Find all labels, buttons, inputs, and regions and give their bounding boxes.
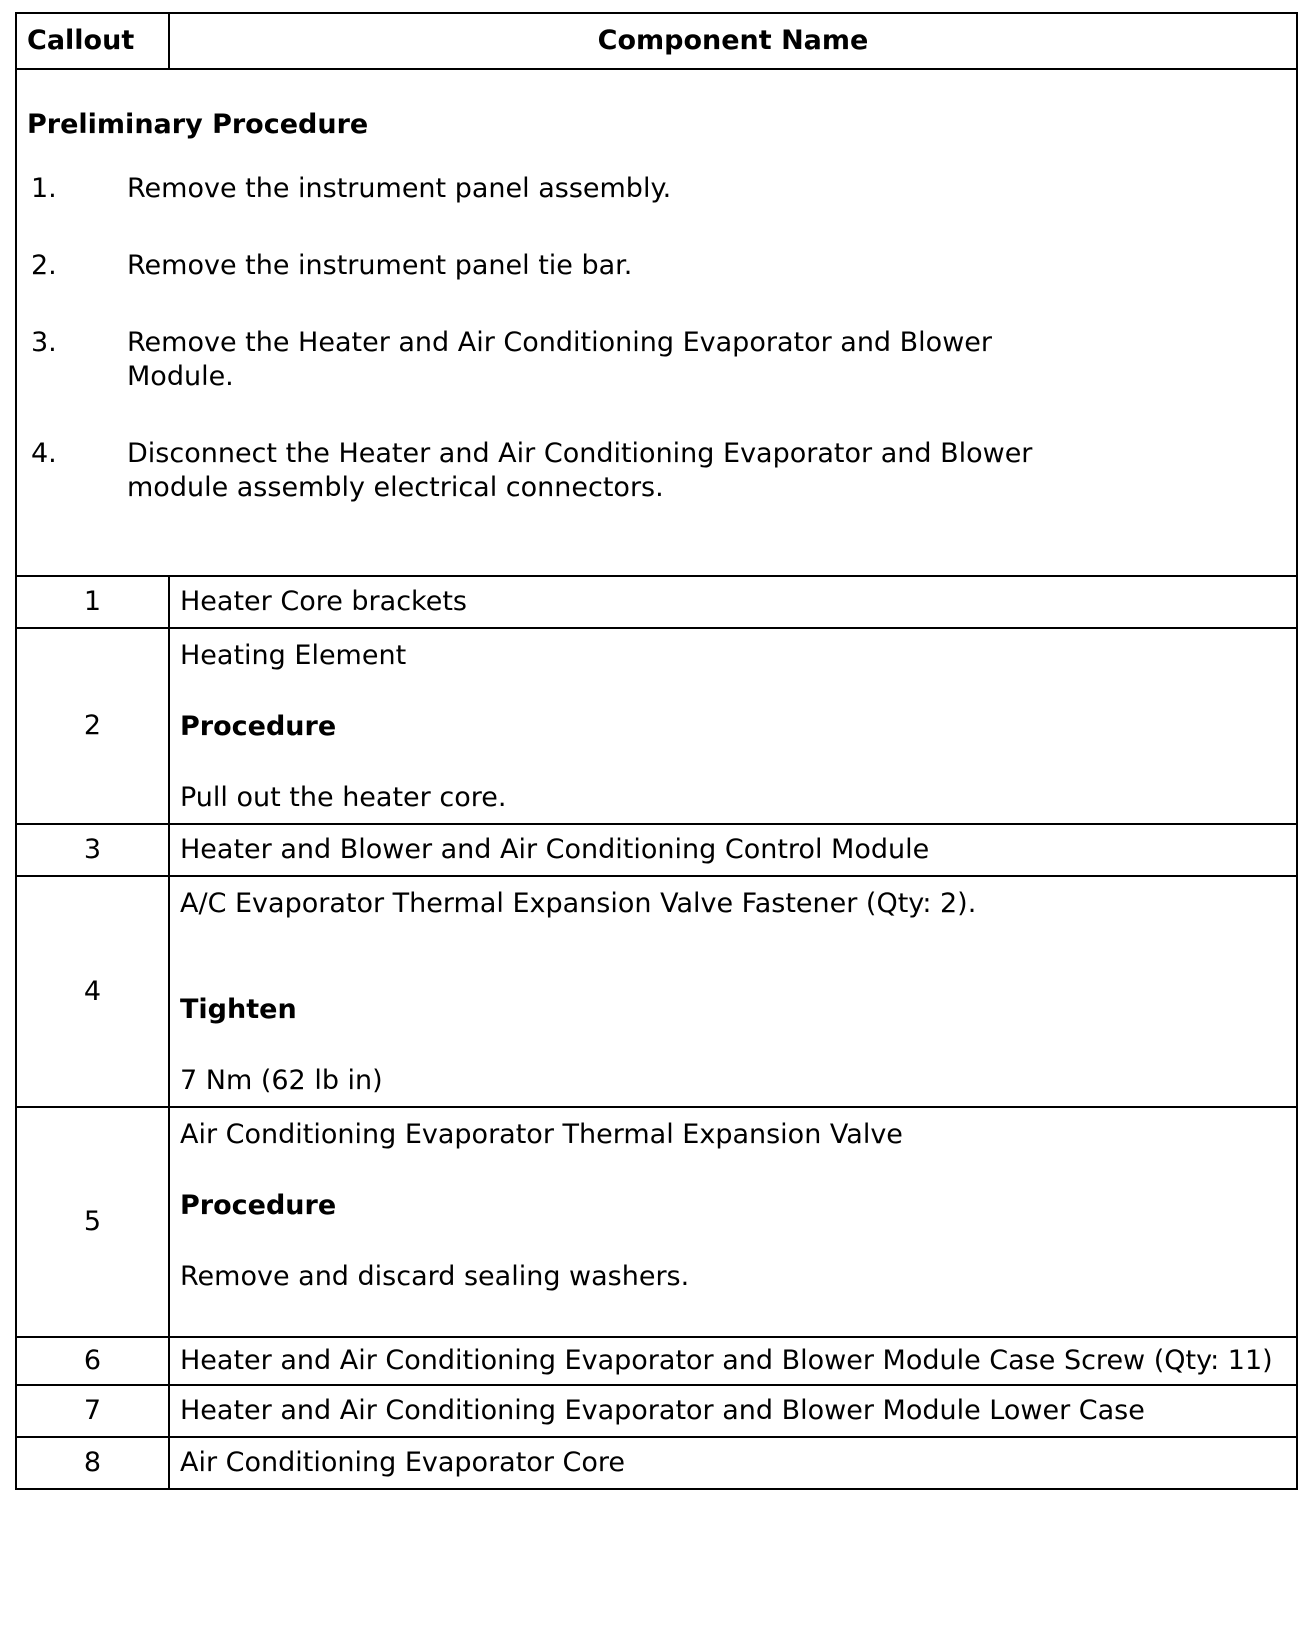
- procedure-text: Remove and discard sealing washers.: [180, 1261, 690, 1292]
- preliminary-procedure-title: Preliminary Procedure: [27, 109, 369, 140]
- table-row: [16, 1107, 1297, 1337]
- callout-column-header: Callout: [16, 13, 169, 69]
- step-text: Remove the instrument panel assembly.: [127, 173, 672, 204]
- table-row: [16, 628, 1297, 824]
- procedure-text: Pull out the heater core.: [180, 782, 507, 813]
- procedure-step: [27, 437, 1286, 505]
- component-cell: [169, 1107, 1297, 1337]
- table-row: [16, 1385, 1297, 1437]
- component-name-column-header: Component Name: [169, 13, 1297, 69]
- component-name: Heater and Air Conditioning Evaporator and Blower Module Lower Case: [169, 1385, 1297, 1437]
- procedure-step: [27, 326, 1286, 394]
- callout-table: [15, 12, 1298, 1490]
- callout-number: 1: [16, 576, 169, 628]
- preliminary-procedure-row: [16, 69, 1297, 576]
- component-cell: [169, 628, 1297, 824]
- step-text: Remove the Heater and Air Conditioning Evaporator and Blower Module.: [127, 327, 992, 392]
- procedure-step: [27, 249, 1286, 283]
- procedure-heading: Procedure: [180, 1190, 337, 1221]
- step-number: 4.: [31, 438, 57, 469]
- table-header-row: [16, 13, 1297, 69]
- step-text: Disconnect the Heater and Air Conditioning Evaporator and Blower module assembly electrical connectors.: [127, 438, 1033, 503]
- table-row: [16, 576, 1297, 628]
- component-name: Heater and Air Conditioning Evaporator and Blower Module Case Screw (Qty: 11): [169, 1337, 1297, 1385]
- callout-number: 2: [16, 628, 169, 824]
- component-name: Heater and Blower and Air Conditioning Control Module: [169, 824, 1297, 876]
- callout-number: 7: [16, 1385, 169, 1437]
- table-row: [16, 1437, 1297, 1489]
- component-cell: [169, 876, 1297, 1107]
- torque-value: 7 Nm (62 lb in): [180, 1065, 383, 1096]
- step-number: 1.: [31, 173, 57, 204]
- step-number: 2.: [31, 250, 57, 281]
- callout-number: 6: [16, 1337, 169, 1385]
- component-name: A/C Evaporator Thermal Expansion Valve Fastener (Qty: 2).: [180, 888, 977, 919]
- callout-number: 4: [16, 876, 169, 1107]
- callout-number: 8: [16, 1437, 169, 1489]
- callout-number: 3: [16, 824, 169, 876]
- preliminary-procedure-cell: [16, 69, 1297, 576]
- table-row: [16, 876, 1297, 1107]
- step-number: 3.: [31, 327, 57, 358]
- component-name: Air Conditioning Evaporator Thermal Expansion Valve: [180, 1119, 903, 1150]
- step-text: Remove the instrument panel tie bar.: [127, 250, 633, 281]
- procedure-heading: Procedure: [180, 711, 337, 742]
- component-name: Air Conditioning Evaporator Core: [169, 1437, 1297, 1489]
- component-name: Heating Element: [180, 640, 407, 671]
- callout-number: 5: [16, 1107, 169, 1337]
- table-row: [16, 1337, 1297, 1385]
- tighten-heading: Tighten: [180, 994, 297, 1025]
- component-name: Heater Core brackets: [169, 576, 1297, 628]
- procedure-step: [27, 172, 1286, 206]
- table-row: [16, 824, 1297, 876]
